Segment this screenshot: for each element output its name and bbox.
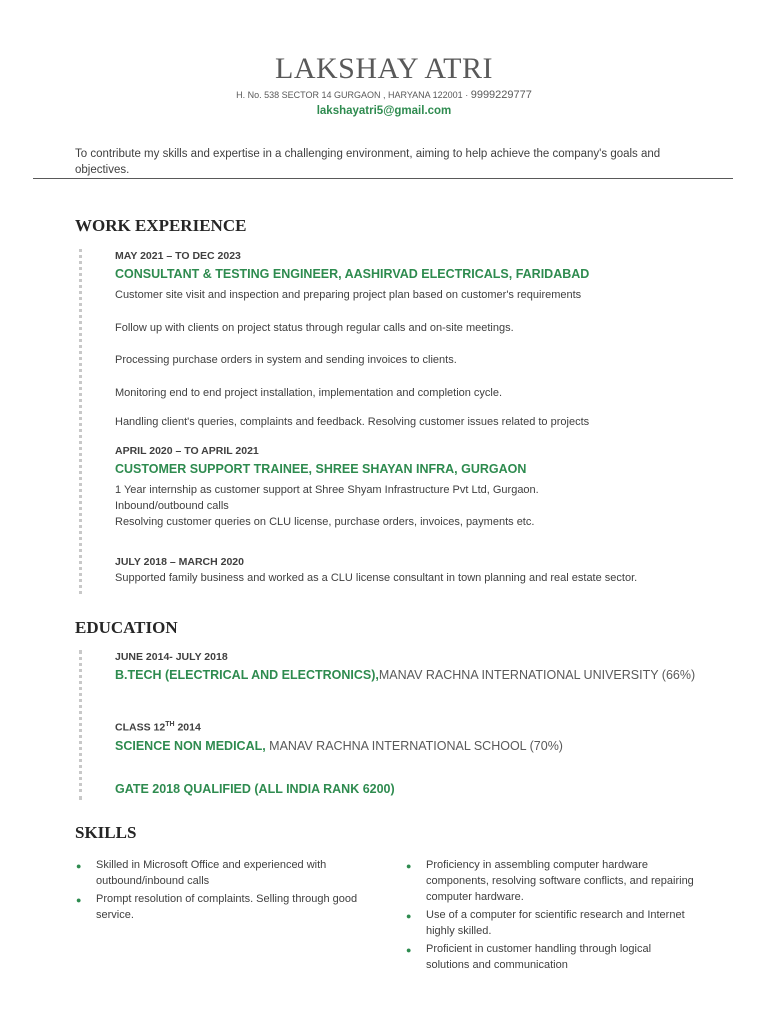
degree: B.TECH (ELECTRICAL AND ELECTRONICS), [115,668,379,682]
job-date: MAY 2021 – TO DEC 2023 [115,250,241,262]
objective-text: To contribute my skills and expertise in a challenging environment, aiming to help achieve the company's goals and objectives. [75,148,661,176]
job-duty: Monitoring end to end project installation, implementation and completion cycle. [115,387,503,399]
class-label: CLASS 12 [115,721,166,734]
job-duty: Inbound/outbound calls [115,500,229,512]
job-role: CONSULTANT & TESTING ENGINEER, AASHIRVAD ELECTRICALS, FARIDABAD [115,267,590,281]
education-entry [115,737,715,756]
skill-item: ● Prompt resolution of complaints. Selling through good service. [76,893,358,921]
class-suffix: TH [165,721,175,728]
job-duty: Customer site visit and inspection and preparing project plan based on customer's requirements [115,289,582,301]
timeline-dots-work [79,249,82,594]
job-duty: 1 Year internship as customer support at Shree Shyam Infrastructure Pvt Ltd, Gurgaon. [115,484,539,496]
job-role: CUSTOMER SUPPORT TRAINEE, SHREE SHAYAN INFRA, GURGAON [115,462,527,476]
address: H. No. 538 SECTOR 14 GURGAON , HARYANA 122001 · [236,90,469,100]
education-date [115,721,201,734]
bullet-icon: ● [406,945,412,955]
section-title-skills: SKILLS [75,823,137,842]
bullet-icon: ● [76,861,82,871]
job-duty: Resolving customer queries on CLU license, purchase orders, invoices, payments etc. [115,516,535,528]
education-date: JUNE 2014- JULY 2018 [115,651,228,663]
job-duty: Processing purchase orders in system and sending invoices to clients. [115,354,457,366]
contact-line [0,89,768,101]
skill-item: ● Proficient in customer handling through logical solutions and communication [406,943,652,971]
education-entry [115,666,715,685]
school: MANAV RACHNA INTERNATIONAL UNIVERSITY (66%) [378,668,696,682]
school: MANAV RACHNA INTERNATIONAL SCHOOL (70%) [265,739,563,753]
job-date: JULY 2018 – MARCH 2020 [115,556,244,568]
email-address[interactable]: lakshayatri5@gmail.com [316,105,452,117]
divider [33,178,733,179]
bullet-icon: ● [406,911,412,921]
job-duty: Follow up with clients on project status through regular calls and on-site meetings. [115,322,514,334]
skills-right-column [406,857,696,975]
skill-item: ● Use of a computer for scientific research and Internet highly skilled. [406,909,685,937]
skill-item: ● Proficiency in assembling computer hardware components, resolving software conflicts, and repairing computer hardware. [406,859,694,903]
bullet-icon: ● [406,861,412,871]
candidate-name: LAKSHAY ATRI [275,52,493,85]
job-duty: Handling client's queries, complaints and feedback. Resolving customer issues related to projects [115,416,590,428]
class-year: 2014 [174,721,201,734]
section-title-education: EDUCATION [75,618,178,637]
skill-item: ● Skilled in Microsoft Office and experienced with outbound/inbound calls [76,859,327,887]
degree: SCIENCE NON MEDICAL, [115,739,266,753]
skills-left-column [76,857,376,925]
job-date: APRIL 2020 – TO APRIL 2021 [115,445,259,457]
timeline-dots-education [79,650,82,800]
section-title-work: WORK EXPERIENCE [75,216,247,235]
phone-number: 9999229777 [470,89,532,101]
gate-qualification: GATE 2018 QUALIFIED (ALL INDIA RANK 6200) [115,782,395,796]
job-duty: Supported family business and worked as a CLU license consultant in town planning and real estate sector. [115,572,638,584]
bullet-icon: ● [76,895,82,905]
